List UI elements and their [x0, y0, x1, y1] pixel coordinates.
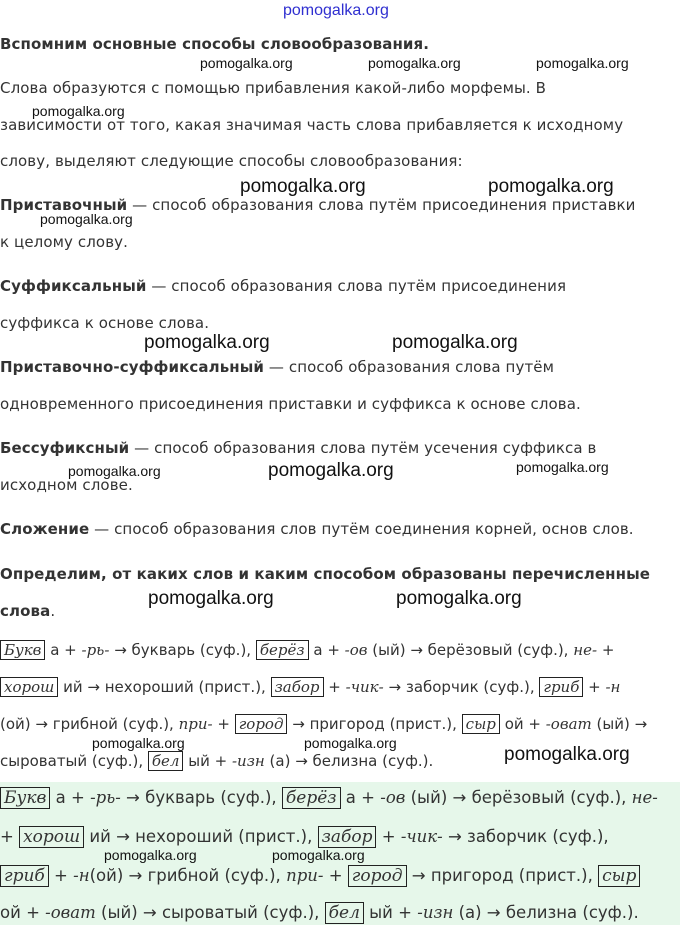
root-box: город [348, 865, 407, 887]
watermark: pomogalka.org [148, 588, 274, 609]
method-prefix-suffix-cont: одновременного присоединения приставки и суффикса к основе слова. [0, 395, 581, 413]
watermark: pomogalka.org [240, 176, 366, 197]
hl-answer-line-4: ой + -оват (ый) → сыроватый (суф.), бел ый + -изн (а) → белизна (суф.). [0, 903, 639, 923]
answer-line-2: хорош ий → нехороший (прист.), забор + -чик- → заборчик (суф.), гриб + -н [0, 677, 620, 697]
answer-line-4: сыроватый (суф.), бел ый + -изн (а) → белизна (суф.). [0, 752, 434, 770]
watermark: pomogalka.org [40, 211, 133, 227]
root-box: сыр [462, 714, 500, 734]
root-box: забор [318, 826, 377, 848]
root-box: берёз [256, 640, 309, 660]
root-box: гриб [539, 677, 583, 697]
method-nonsuffix: Бессуфиксный — способ образования слова путём усечения суффикса в [0, 439, 597, 457]
root-box: сыр [598, 865, 640, 887]
watermark: pomogalka.org [504, 744, 630, 765]
root-box: берёз [282, 787, 341, 809]
root-box: Букв [0, 787, 50, 809]
method-nonsuffix-cont: исходном слове. [0, 476, 133, 494]
watermark: pomogalka.org [104, 847, 197, 863]
watermark: pomogalka.org [272, 847, 365, 863]
intro-line-2: зависимости от того, какая значимая часть слова прибавляется к исходному [0, 116, 624, 134]
root-box: город [235, 714, 288, 734]
watermark: pomogalka.org [516, 459, 609, 475]
heading-determine: Определим, от каких слов и каким способом образованы перечисленные [0, 565, 651, 583]
heading-recall: Вспомним основные способы словообразования. [0, 35, 430, 53]
intro-line-1: Слова образуются с помощью прибавления какой-либо морфемы. В [0, 79, 547, 97]
root-box: хорош [19, 826, 84, 848]
watermark: pomogalka.org [488, 176, 614, 197]
watermark: pomogalka.org [368, 55, 461, 71]
root-box: хорош [0, 677, 58, 697]
method-suffix-cont: суффикса к основе слова. [0, 314, 210, 332]
answer-line-3: (ой) → грибной (суф.), при- + город → пригород (прист.), сыр ой + -оват (ый) → [0, 715, 648, 733]
hl-answer-line-2: + хорош ий → нехороший (прист.), забор + -чик- → заборчик (суф.), [0, 827, 609, 847]
method-suffix: Суффиксальный — способ образования слова путём присоединения [0, 277, 567, 295]
root-box: Букв [0, 640, 45, 660]
hl-answer-line-1: Букв а + -рь- → букварь (суф.), берёз а + -ов (ый) → берёзовый (суф.), не- [0, 787, 658, 809]
method-compound: Сложение — способ образования слов путём соединения корней, основ слов. [0, 520, 634, 538]
method-prefix: Приставочный — способ образования слова путём присоединения приставки [0, 196, 636, 214]
method-prefix-cont: к целому слову. [0, 233, 128, 251]
watermark-top: pomogalka.org [283, 2, 389, 19]
watermark: pomogalka.org [144, 332, 270, 353]
method-prefix-suffix: Приставочно-суффиксальный — способ образования слова путём [0, 358, 555, 376]
watermark: pomogalka.org [392, 332, 518, 353]
watermark: pomogalka.org [92, 735, 185, 751]
root-box: бел [325, 902, 364, 924]
answer-line-1: Букв а + -рь- → букварь (суф.), берёз а + -ов (ый) → берёзовый (суф.), не- + [0, 640, 614, 660]
watermark: pomogalka.org [200, 55, 293, 71]
watermark: pomogalka.org [68, 463, 161, 479]
heading-determine-cont: слова. [0, 602, 56, 620]
watermark: pomogalka.org [268, 460, 394, 481]
intro-line-3: слову, выделяют следующие способы словообразования: [0, 152, 463, 170]
watermark: pomogalka.org [396, 588, 522, 609]
root-box: забор [271, 677, 324, 697]
root-box: гриб [0, 865, 49, 887]
watermark: pomogalka.org [536, 55, 629, 71]
watermark: pomogalka.org [304, 735, 397, 751]
root-box: бел [148, 751, 184, 771]
watermark: pomogalka.org [32, 103, 125, 119]
hl-answer-line-3: гриб + -н(ой) → грибной (суф.), при- + город → пригород (прист.), сыр [0, 865, 640, 887]
